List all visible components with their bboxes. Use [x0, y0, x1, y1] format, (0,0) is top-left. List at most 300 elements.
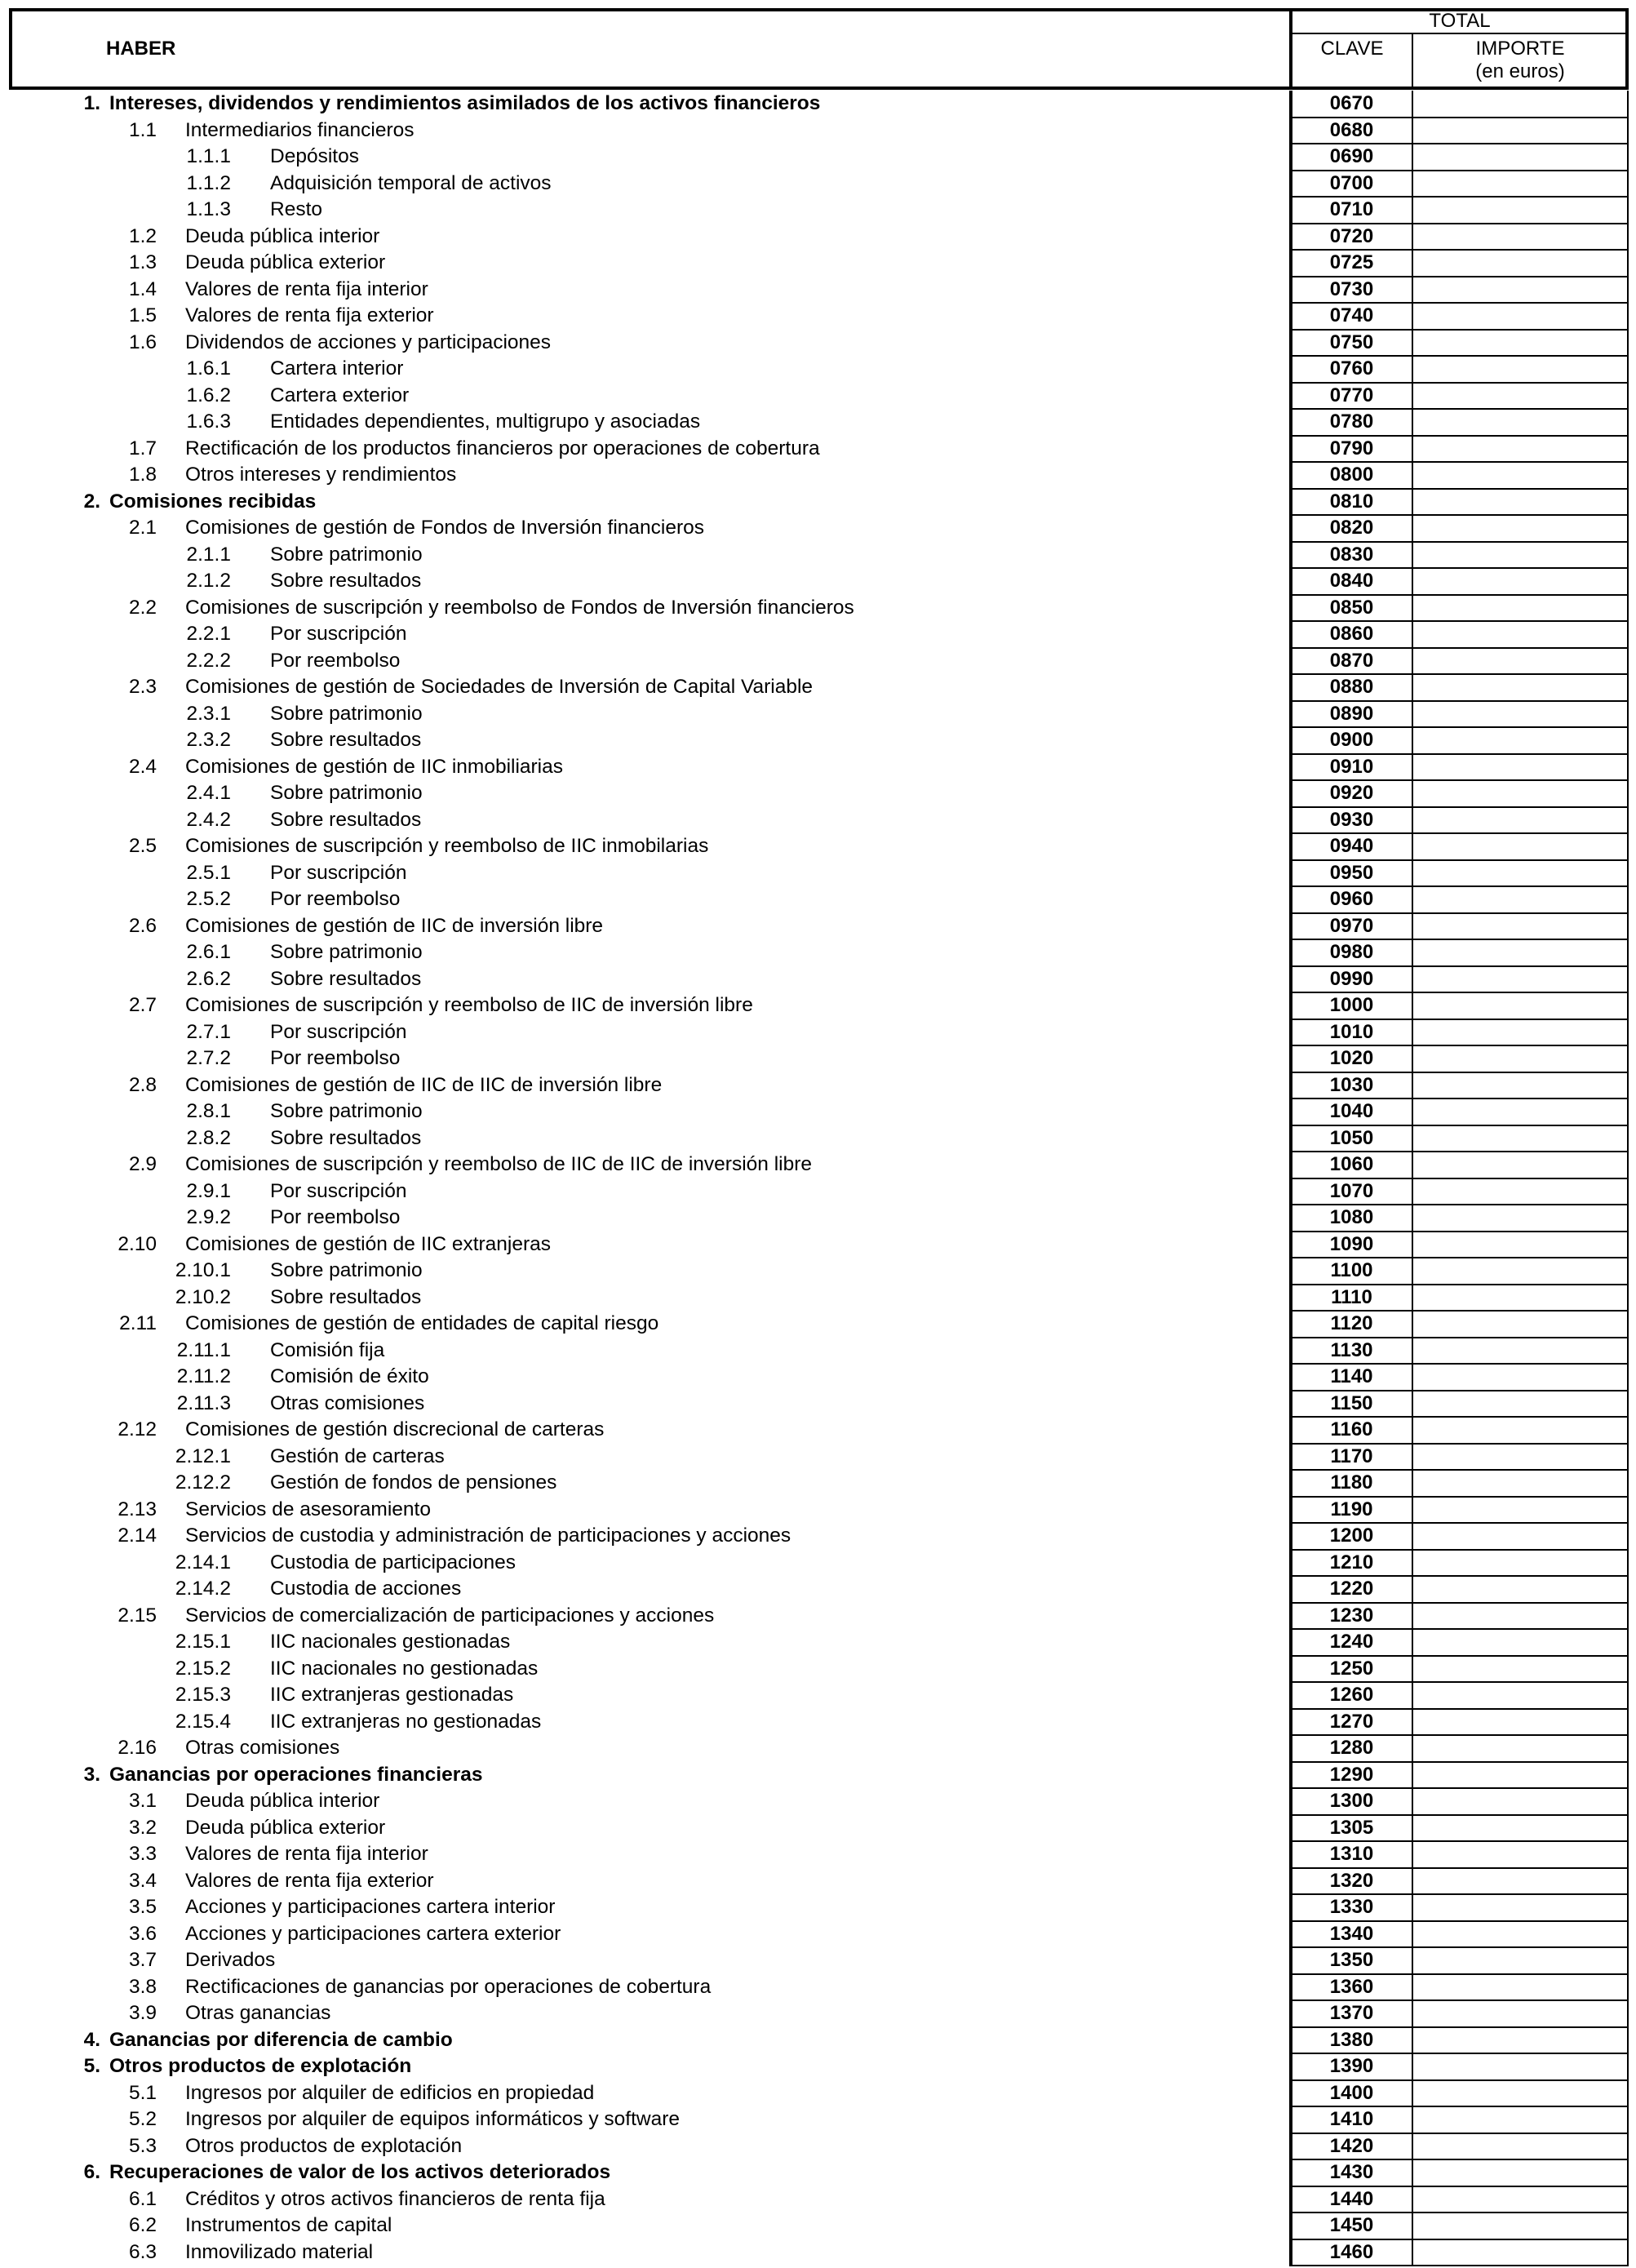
importe-cell[interactable] [1415, 544, 1627, 568]
row-label: Rectificaciones de ganancias por operaciones de cobertura [185, 1975, 712, 1998]
row-clave: 0850 [1329, 596, 1374, 619]
row-number: 5. [83, 2055, 100, 2077]
importe-cell[interactable] [1415, 2029, 1627, 2053]
row-label: Comisiones de gestión de IIC de IIC de inversión libre [185, 1073, 663, 1096]
table-row [0, 1285, 1636, 1312]
column-divider [1627, 91, 1629, 2266]
row-label: Sobre resultados [270, 808, 422, 831]
row-label: Otras comisiones [185, 1737, 340, 1759]
importe-cell[interactable] [1415, 676, 1627, 700]
row-number: 2.2.2 [186, 649, 231, 672]
table-row [0, 1788, 1636, 1815]
row-number: 1.1.2 [186, 171, 231, 194]
importe-cell[interactable] [1415, 2135, 1627, 2159]
row-clave: 0900 [1329, 729, 1374, 751]
table-row [0, 701, 1636, 728]
row-number: 3.2 [128, 1816, 157, 1839]
row-label: Valores de renta fija interior [185, 1843, 428, 1865]
importe-cell[interactable] [1415, 2002, 1627, 2026]
clave-header: CLAVE [1320, 38, 1384, 60]
row-number: 2.8 [128, 1073, 157, 1096]
table-row [0, 2239, 1636, 2266]
table-row [0, 515, 1636, 542]
table-row [0, 2159, 1636, 2186]
row-number: 3.7 [128, 1949, 157, 1971]
row-clave: 0950 [1329, 861, 1374, 884]
row-clave: 1280 [1329, 1737, 1374, 1759]
row-clave: 0910 [1329, 755, 1374, 778]
table-row [0, 1019, 1636, 1046]
importe-cell[interactable] [1415, 809, 1627, 833]
importe-cell[interactable] [1415, 1551, 1627, 1576]
row-number: 1.8 [128, 464, 157, 486]
table-row [0, 91, 1636, 118]
table-row [0, 277, 1636, 304]
table-row [0, 542, 1636, 569]
importe-cell[interactable] [1415, 357, 1627, 382]
importe-cell[interactable] [1415, 888, 1627, 912]
importe-cell[interactable] [1415, 968, 1627, 992]
row-clave: 0940 [1329, 835, 1374, 857]
row-label: Ingresos por alquiler de edificios en propiedad [185, 2081, 595, 2104]
importe-cell[interactable] [1415, 623, 1627, 647]
row-number: 6.2 [128, 2214, 157, 2236]
table-row [0, 1338, 1636, 1365]
importe-cell[interactable] [1415, 597, 1627, 621]
importe-cell[interactable] [1415, 2161, 1627, 2186]
row-label: Depósitos [270, 145, 359, 167]
importe-cell[interactable] [1415, 331, 1627, 356]
table-row [0, 833, 1636, 860]
row-clave: 1150 [1330, 1391, 1373, 1414]
row-number: 2.14.1 [175, 1551, 231, 1573]
table-row [0, 1178, 1636, 1205]
row-number: 2.16 [117, 1737, 157, 1759]
row-clave: 0690 [1329, 145, 1374, 167]
row-number: 2.9.1 [186, 1179, 231, 1202]
row-clave: 0920 [1329, 782, 1374, 804]
table-row [0, 383, 1636, 410]
table-row [0, 1311, 1636, 1338]
row-label: Valores de renta fija exterior [185, 304, 434, 326]
header-divider-total [1291, 33, 1627, 34]
row-label: Comisiones de gestión de IIC inmobiliarias [185, 755, 563, 778]
row-number: 2.11 [119, 1312, 157, 1334]
row-number: 2.15.3 [175, 1684, 231, 1706]
importe-header: IMPORTE [1475, 38, 1565, 60]
importe-cell[interactable] [1415, 1471, 1627, 1496]
row-number: 2.3.1 [186, 702, 231, 725]
row-label: Comisiones de suscripción y reembolso de IIC de inversión libre [185, 994, 753, 1016]
row-number: 2.7 [128, 994, 157, 1016]
row-clave: 1420 [1329, 2134, 1374, 2157]
importe-cell[interactable] [1415, 1658, 1627, 1682]
importe-cell[interactable] [1415, 1631, 1627, 1655]
table-row [0, 1417, 1636, 1444]
row-clave: 1460 [1329, 2240, 1374, 2263]
row-label: Inmovilizado material [185, 2240, 374, 2263]
table-row [0, 224, 1636, 251]
row-number: 2.12.1 [175, 1445, 231, 1467]
row-clave: 1060 [1329, 1153, 1374, 1175]
row-number: 2.10 [117, 1232, 157, 1255]
row-label: Sobre patrimonio [270, 1259, 423, 1281]
row-clave: 1130 [1330, 1338, 1373, 1361]
row-number: 2.12 [117, 1418, 157, 1440]
importe-cell[interactable] [1415, 278, 1627, 303]
row-clave: 0970 [1329, 914, 1374, 937]
row-number: 3.1 [128, 1790, 157, 1812]
importe-cell[interactable] [1415, 1817, 1627, 1841]
importe-cell[interactable] [1415, 756, 1627, 780]
row-clave: 1250 [1329, 1657, 1374, 1680]
importe-cell[interactable] [1415, 1684, 1627, 1708]
row-label: Ganancias por operaciones financieras [109, 1763, 483, 1786]
table-row [0, 436, 1636, 463]
row-number: 3.5 [128, 1896, 157, 1918]
importe-cell[interactable] [1415, 570, 1627, 594]
importe-cell[interactable] [1415, 384, 1627, 409]
row-label: Servicios de custodia y administración de participaciones y acciones [185, 1525, 791, 1547]
row-label: Por reembolso [270, 888, 401, 910]
row-clave: 0870 [1329, 649, 1374, 672]
table-row [0, 939, 1636, 966]
importe-cell[interactable] [1415, 994, 1627, 1019]
row-label: Deuda pública interior [185, 224, 380, 247]
table-row [0, 1894, 1636, 1921]
row-number: 2.4 [128, 755, 157, 778]
importe-cell[interactable] [1415, 1870, 1627, 1894]
row-label: Otros intereses y rendimientos [185, 464, 457, 486]
table-row [0, 1391, 1636, 1418]
row-number: 1.4 [128, 277, 157, 300]
row-clave: 1120 [1330, 1312, 1373, 1334]
row-number: 2.10.2 [175, 1285, 231, 1308]
importe-cell[interactable] [1415, 251, 1627, 276]
row-clave: 0740 [1329, 304, 1374, 326]
column-divider [1289, 91, 1292, 2266]
row-label: IIC extranjeras no gestionadas [270, 1710, 542, 1733]
importe-cell[interactable] [1415, 92, 1627, 117]
row-label: IIC extranjeras gestionadas [270, 1684, 514, 1706]
row-clave: 0860 [1329, 623, 1374, 645]
table-row [0, 1523, 1636, 1550]
table-row [0, 1603, 1636, 1630]
table-row [0, 1629, 1636, 1656]
row-clave: 1230 [1329, 1604, 1374, 1627]
row-number: 1.6.1 [186, 357, 231, 379]
row-label: Comisiones de gestión de IIC extranjeras [185, 1232, 552, 1255]
table-row [0, 2027, 1636, 2054]
importe-cell[interactable] [1415, 1339, 1627, 1364]
row-label: Ingresos por alquiler de equipos informáticos y software [185, 2108, 681, 2130]
row-clave: 1000 [1329, 994, 1374, 1016]
row-label: Cartera interior [270, 357, 404, 379]
row-clave: 1440 [1329, 2187, 1374, 2210]
importe-cell[interactable] [1415, 1896, 1627, 1920]
importe-cell[interactable] [1415, 1074, 1627, 1098]
row-clave: 1050 [1329, 1126, 1374, 1149]
table-row [0, 674, 1636, 701]
row-clave: 1370 [1329, 2002, 1374, 2024]
importe-cell[interactable] [1415, 729, 1627, 753]
importe-cell[interactable] [1415, 1153, 1627, 1178]
row-clave: 1160 [1330, 1418, 1373, 1440]
importe-cell[interactable] [1415, 2055, 1627, 2079]
row-label: Comisiones de gestión de entidades de capital riesgo [185, 1312, 659, 1334]
importe-cell[interactable] [1415, 703, 1627, 727]
row-clave: 0760 [1329, 357, 1374, 379]
importe-cell[interactable] [1415, 2082, 1627, 2106]
row-number: 1.1.3 [186, 198, 231, 220]
row-label: Instrumentos de capital [185, 2214, 392, 2236]
table-row [0, 2106, 1636, 2133]
importe-cell[interactable] [1415, 1976, 1627, 2000]
table-row [0, 144, 1636, 171]
importe-cell[interactable] [1415, 1206, 1627, 1231]
row-label: Sobre patrimonio [270, 941, 423, 963]
row-number: 2.4.2 [186, 808, 231, 831]
importe-cell[interactable] [1415, 941, 1627, 965]
row-clave: 0700 [1329, 171, 1374, 194]
row-number: 2.15.4 [175, 1710, 231, 1733]
table-row [0, 1762, 1636, 1789]
row-clave: 1310 [1329, 1843, 1374, 1865]
row-number: 1.7 [128, 437, 157, 459]
table-row [0, 250, 1636, 277]
row-number: 1.6.2 [186, 384, 231, 406]
importe-cell[interactable] [1415, 1949, 1627, 1973]
importe-cell[interactable] [1415, 1790, 1627, 1814]
importe-cell[interactable] [1415, 1021, 1627, 1045]
table-row [0, 2213, 1636, 2239]
importe-cell[interactable] [1415, 145, 1627, 170]
row-number: 2.15 [117, 1604, 157, 1627]
table-row [0, 807, 1636, 834]
row-label: Valores de renta fija interior [185, 277, 428, 300]
importe-cell[interactable] [1415, 1498, 1627, 1523]
importe-cell[interactable] [1415, 650, 1627, 674]
total-header: TOTAL [1429, 10, 1491, 32]
row-number: 1.6 [128, 331, 157, 353]
row-clave: 1040 [1329, 1100, 1374, 1122]
row-clave: 1450 [1329, 2214, 1374, 2236]
row-label: Deuda pública interior [185, 1790, 380, 1812]
importe-cell[interactable] [1415, 2188, 1627, 2213]
table-row [0, 1258, 1636, 1285]
importe-cell[interactable] [1415, 1711, 1627, 1735]
importe-cell[interactable] [1415, 2241, 1627, 2266]
importe-cell[interactable] [1415, 1392, 1627, 1417]
row-label: Gestión de carteras [270, 1445, 445, 1467]
importe-cell[interactable] [1415, 1578, 1627, 1602]
row-clave: 1240 [1329, 1631, 1374, 1653]
row-label: Deuda pública exterior [185, 251, 386, 273]
row-number: 2.8.1 [186, 1100, 231, 1122]
row-label: Por suscripción [270, 1179, 407, 1202]
importe-cell[interactable] [1415, 1445, 1627, 1470]
row-label: Custodia de acciones [270, 1578, 462, 1600]
table-row [0, 1152, 1636, 1178]
importe-cell[interactable] [1415, 835, 1627, 859]
importe-cell[interactable] [1415, 304, 1627, 329]
row-clave: 0880 [1329, 676, 1374, 698]
importe-cell[interactable] [1415, 782, 1627, 806]
table-row [0, 1364, 1636, 1391]
importe-cell[interactable] [1415, 1604, 1627, 1629]
row-number: 2.6.2 [186, 967, 231, 990]
importe-cell[interactable] [1415, 1312, 1627, 1337]
row-label: Sobre resultados [270, 1285, 422, 1308]
row-clave: 0990 [1329, 967, 1374, 990]
row-number: 2.9 [128, 1153, 157, 1175]
row-clave: 1350 [1329, 1949, 1374, 1971]
importe-cell[interactable] [1415, 862, 1627, 886]
importe-cell[interactable] [1415, 1100, 1627, 1125]
row-clave: 0980 [1329, 941, 1374, 963]
row-clave: 1090 [1329, 1232, 1374, 1255]
row-clave: 0710 [1329, 198, 1374, 220]
row-label: Por suscripción [270, 861, 407, 884]
table-row [0, 1098, 1636, 1125]
row-label: Comisiones de suscripción y reembolso de IIC inmobilarias [185, 835, 709, 857]
row-label: Intereses, dividendos y rendimientos asimilados de los activos financieros [109, 92, 821, 114]
row-clave: 1430 [1329, 2161, 1374, 2183]
row-clave: 0830 [1329, 543, 1374, 566]
importe-cell[interactable] [1415, 1923, 1627, 1947]
row-number: 3.4 [128, 1869, 157, 1892]
importe-cell[interactable] [1415, 437, 1627, 462]
row-clave: 1260 [1329, 1684, 1374, 1706]
importe-cell[interactable] [1415, 1047, 1627, 1072]
importe-cell[interactable] [1415, 1843, 1627, 1867]
table-row [0, 992, 1636, 1019]
row-label: Cartera exterior [270, 384, 410, 406]
row-clave: 1380 [1329, 2028, 1374, 2051]
importe-cell[interactable] [1415, 1286, 1627, 1311]
row-number: 1. [83, 92, 100, 114]
row-clave: 1410 [1329, 2108, 1374, 2130]
row-number: 1.1.1 [186, 145, 231, 167]
importe-cell[interactable] [1415, 411, 1627, 435]
table-row [0, 1444, 1636, 1471]
row-label: Por suscripción [270, 1020, 407, 1043]
table-row [0, 1709, 1636, 1736]
row-label: Rectificación de los productos financieros por operaciones de cobertura [185, 437, 820, 459]
row-clave: 1110 [1331, 1285, 1372, 1308]
row-number: 2.1.2 [186, 570, 231, 592]
row-number: 3.8 [128, 1975, 157, 1998]
row-clave: 0720 [1329, 224, 1374, 247]
row-label: Custodia de participaciones [270, 1551, 516, 1573]
row-label: Otras ganancias [185, 2002, 331, 2024]
table-row [0, 1576, 1636, 1603]
row-number: 2.10.1 [175, 1259, 231, 1281]
row-number: 6. [83, 2161, 100, 2183]
importe-cell[interactable] [1415, 915, 1627, 939]
row-clave: 1270 [1329, 1710, 1374, 1733]
table-row [0, 1841, 1636, 1868]
row-clave: 1300 [1329, 1790, 1374, 1812]
table-row [0, 595, 1636, 622]
haber-title: HABER [106, 38, 176, 60]
importe-cell[interactable] [1415, 1525, 1627, 1549]
table-row [0, 2000, 1636, 2027]
row-number: 2.11.1 [176, 1338, 231, 1361]
row-label: Recuperaciones de valor de los activos deteriorados [109, 2161, 611, 2183]
table-row [0, 780, 1636, 807]
row-clave: 0930 [1329, 808, 1374, 831]
importe-cell[interactable] [1415, 1737, 1627, 1761]
importe-cell[interactable] [1415, 464, 1627, 488]
row-number: 2.2.1 [186, 623, 231, 645]
row-label: Por reembolso [270, 1206, 401, 1228]
row-number: 1.5 [128, 304, 157, 326]
importe-cell[interactable] [1415, 1764, 1627, 1788]
row-number: 2.5.1 [186, 861, 231, 884]
row-label: Comisiones de suscripción y reembolso de IIC de IIC de inversión libre [185, 1153, 813, 1175]
row-number: 2.9.2 [186, 1206, 231, 1228]
importe-cell[interactable] [1415, 1418, 1627, 1443]
importe-cell[interactable] [1415, 490, 1627, 515]
importe-cell[interactable] [1415, 2214, 1627, 2239]
row-number: 2.15.2 [175, 1657, 231, 1680]
importe-cell[interactable] [1415, 1233, 1627, 1258]
row-label: Resto [270, 198, 323, 220]
importe-cell[interactable] [1415, 1180, 1627, 1205]
row-number: 2.1 [128, 517, 157, 539]
table-row [0, 2186, 1636, 2213]
table-row [0, 913, 1636, 940]
table-row [0, 1656, 1636, 1683]
importe-cell[interactable] [1415, 1365, 1627, 1390]
row-label: Dividendos de acciones y participaciones [185, 331, 552, 353]
importe-cell[interactable] [1415, 1127, 1627, 1152]
row-label: Ganancias por diferencia de cambio [109, 2028, 453, 2051]
importe-cell[interactable] [1415, 172, 1627, 197]
table-row [0, 1974, 1636, 2001]
row-number: 2. [83, 490, 100, 513]
row-number: 2.14 [117, 1525, 157, 1547]
importe-cell[interactable] [1415, 225, 1627, 250]
table-row [0, 462, 1636, 489]
row-number: 2.3.2 [186, 729, 231, 751]
row-number: 2.13 [117, 1498, 157, 1520]
table-row [0, 118, 1636, 144]
row-clave: 1320 [1329, 1869, 1374, 1892]
table-row [0, 754, 1636, 781]
importe-cell[interactable] [1415, 198, 1627, 223]
row-clave: 0725 [1329, 251, 1374, 273]
importe-cell[interactable] [1415, 517, 1627, 541]
row-label: Servicios de comercialización de participaciones y acciones [185, 1604, 715, 1627]
row-number: 1.2 [128, 224, 157, 247]
row-number: 2.2 [128, 596, 157, 619]
table-row [0, 727, 1636, 754]
importe-cell[interactable] [1415, 119, 1627, 144]
importe-cell[interactable] [1415, 2108, 1627, 2133]
table-row [0, 409, 1636, 436]
table-row [0, 1125, 1636, 1152]
row-number: 5.2 [128, 2108, 157, 2130]
table-row [0, 568, 1636, 595]
row-label: Sobre resultados [270, 570, 422, 592]
importe-cell[interactable] [1415, 1259, 1627, 1284]
importe-unit: (en euros) [1475, 60, 1565, 82]
row-clave: 1330 [1329, 1896, 1374, 1918]
row-clave: 0840 [1329, 570, 1374, 592]
row-label: Derivados [185, 1949, 276, 1971]
